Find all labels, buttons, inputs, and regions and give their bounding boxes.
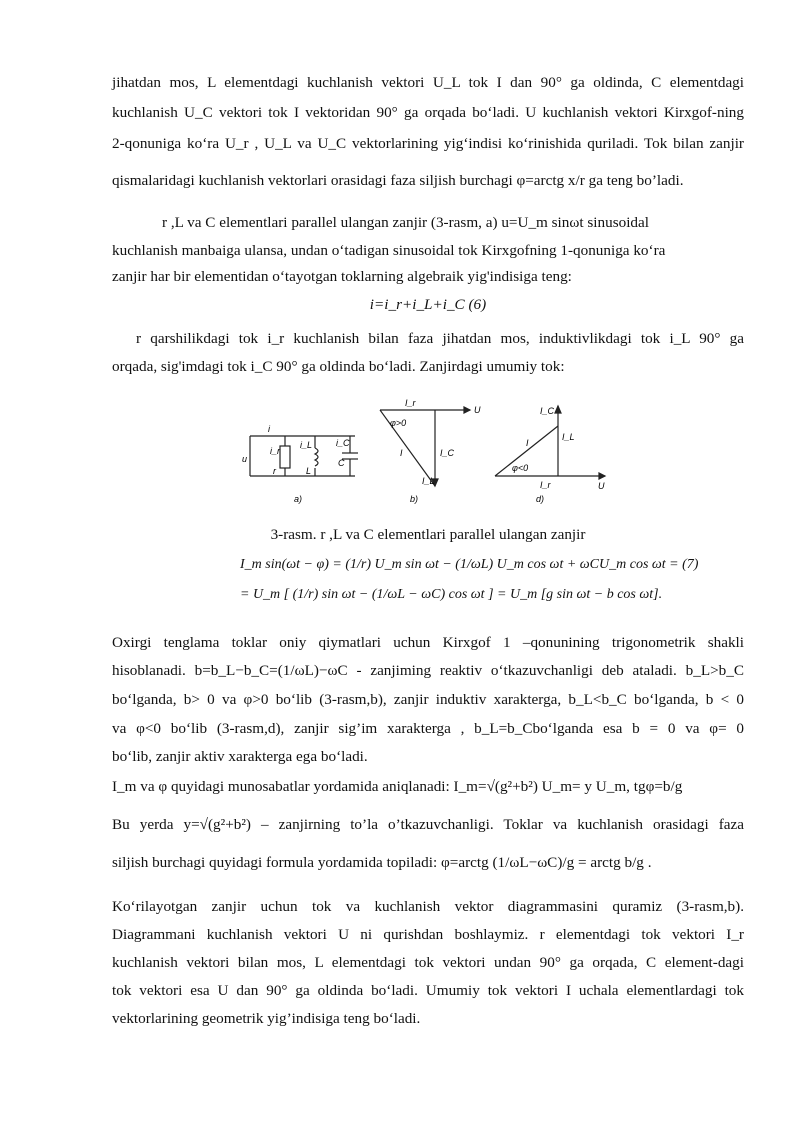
label-il: i_L xyxy=(300,440,313,450)
label-b-ir: I_r xyxy=(405,398,416,408)
para2-line2: kuchlanish manbaiga ulansa, undan o‘tadigan sinusoidal tok Kirxgofning 1-qonuniga ko‘ra xyxy=(112,242,666,259)
label-b-ic: I_C xyxy=(440,448,455,458)
para7-line1: Ko‘rilayotgan zanjir uchun tok va kuchlanish vektor diagrammasini quramiz (3-rasm,b). xyxy=(112,898,744,915)
para7-line5: vektorlarining geometrik yig’indisiga teng bo‘ladi. xyxy=(112,1010,421,1027)
equation-6: i=i_r+i_L+i_C (6) xyxy=(369,296,487,313)
label-d-ic: I_C xyxy=(540,406,555,416)
label-d-ir: I_r xyxy=(540,480,551,490)
label-b-il: I_L xyxy=(422,476,435,486)
label-d-phi: φ<0 xyxy=(512,463,529,473)
para7-line4: tok vektori esa U dan 90° ga oldinda bo‘ladi. Umumiy tok vektori I uchala elementlardagi tok xyxy=(112,982,744,999)
para3-line2: orqada, sig'imdagi tok i_C 90° ga oldinda bo‘ladi. Zanjirdagi umumiy tok: xyxy=(112,358,565,375)
label-b-phi: φ>0 xyxy=(390,418,407,428)
para1-line2: kuchlanish U_C vektori tok I vektoridan 90° ga orqada bo‘ladi. U kuchlanish vektori Kirxgof-ning xyxy=(112,104,744,121)
label-C: C xyxy=(338,458,345,468)
label-b-i: I xyxy=(400,448,403,458)
label-L: L xyxy=(306,466,312,476)
label-ir: i_r xyxy=(270,446,281,456)
label-b-caption: b) xyxy=(410,494,419,504)
label-d-caption: d) xyxy=(536,494,545,504)
para1-line3: 2-qonuniga ko‘ra U_r , U_L va U_C vektorlarining yig‘indisi ko‘rinishida quriladi. Tok bilan zanjir xyxy=(112,135,744,152)
para7-line2: Diagrammani kuchlanish vektori U ni qurishdan boshlaymiz. r elementdagi tok vektori I_r xyxy=(112,926,744,943)
para4-line2: hisoblanadi. b=b_L−b_C=(1/ωL)−ωC - zanjiming reaktiv o‘tkazuvchanligi deb ataladi. b_L>b_C xyxy=(112,662,744,679)
para6-line1: Bu yerda y=√(g²+b²) – zanjirning to’la o’tkazuvchanligi. Toklar va kuchlanish orasidagi faza xyxy=(112,816,744,833)
para5-line: I_m va φ quyidagi munosabatlar yordamida aniqlanadi: I_m=√(g²+b²) U_m= y U_m, tgφ=b/g xyxy=(112,778,683,795)
para4-line4: va φ<0 bo‘lib (3-rasm,d), zanjir sig’im xarakterga , b_L=b_Cbo‘lganda esa b = 0 va φ= 0 xyxy=(112,720,744,737)
para4-line1: Oxirgi tenglama toklar oniy qiymatlari uchun Kirxgof 1 –qonunining trigonometrik shakli xyxy=(112,634,744,651)
label-i: i xyxy=(268,424,270,434)
para6-line2: siljish burchagi quyidagi formula yordamida topiladi: φ=arctg (1/ωL−ωC)/g = arctg b/g . xyxy=(112,854,652,871)
para2-line1: r ,L va C elementlari parallel ulangan zanjir (3-rasm, a) u=U_m sinωt sinusoidal xyxy=(162,214,649,231)
label-u: u xyxy=(242,454,248,464)
para4-line3: bo‘lganda, b> 0 va φ>0 bo‘lib (3-rasm,b), zanjir induktiv xarakterga, b_L<b_C bo‘lganda, b < 0 xyxy=(112,691,744,708)
para4-line5: bo‘lib, zanjir aktiv xarakterga ega bo‘ladi. xyxy=(112,748,368,765)
figure-caption: 3-rasm. r ,L va C elementlari parallel ulangan zanjir xyxy=(270,526,586,543)
label-d-u: U xyxy=(598,481,605,491)
para1-line4: qismalaridagi kuchlanish vektorlari orasidagi faza siljish burchagi φ=arctg x/r ga teng bo’ladi. xyxy=(112,172,684,189)
para1-line1: jihatdan mos, L elementdagi kuchlanish vektori U_L tok I dan 90° ga oldinda, C elementdagi xyxy=(112,74,744,91)
para2-line3: zanjir har bir elementidan o‘tayotgan toklarning algebraik yig'indisiga teng: xyxy=(112,268,572,285)
label-d-i: I xyxy=(526,438,529,448)
label-a: a) xyxy=(294,494,303,504)
para7-line3: kuchlanish vektori bilan mos, L elementdagi tok vektori undan 90° ga orqada, C element-dagi xyxy=(112,954,744,971)
label-ic: i_C xyxy=(336,438,350,448)
equation-7-line1: I_m sin(ωt − φ) = (1/r) U_m sin ωt − (1/ωL) U_m cos ωt + ωCU_m cos ωt = (7) xyxy=(240,557,699,572)
para3-line1: r qarshilikdagi tok i_r kuchlanish bilan faza jihatdan mos, induktivlikdagi tok i_L 90° ga xyxy=(136,330,744,347)
equation-7-line2: = U_m [ (1/r) sin ωt − (1/ωL − ωC) cos ωt ] = U_m [g sin ωt − b cos ωt]. xyxy=(240,587,663,602)
figure-3 xyxy=(240,396,620,516)
label-b-u: U xyxy=(474,405,481,415)
label-r: r xyxy=(273,466,276,476)
label-d-il: I_L xyxy=(562,432,575,442)
